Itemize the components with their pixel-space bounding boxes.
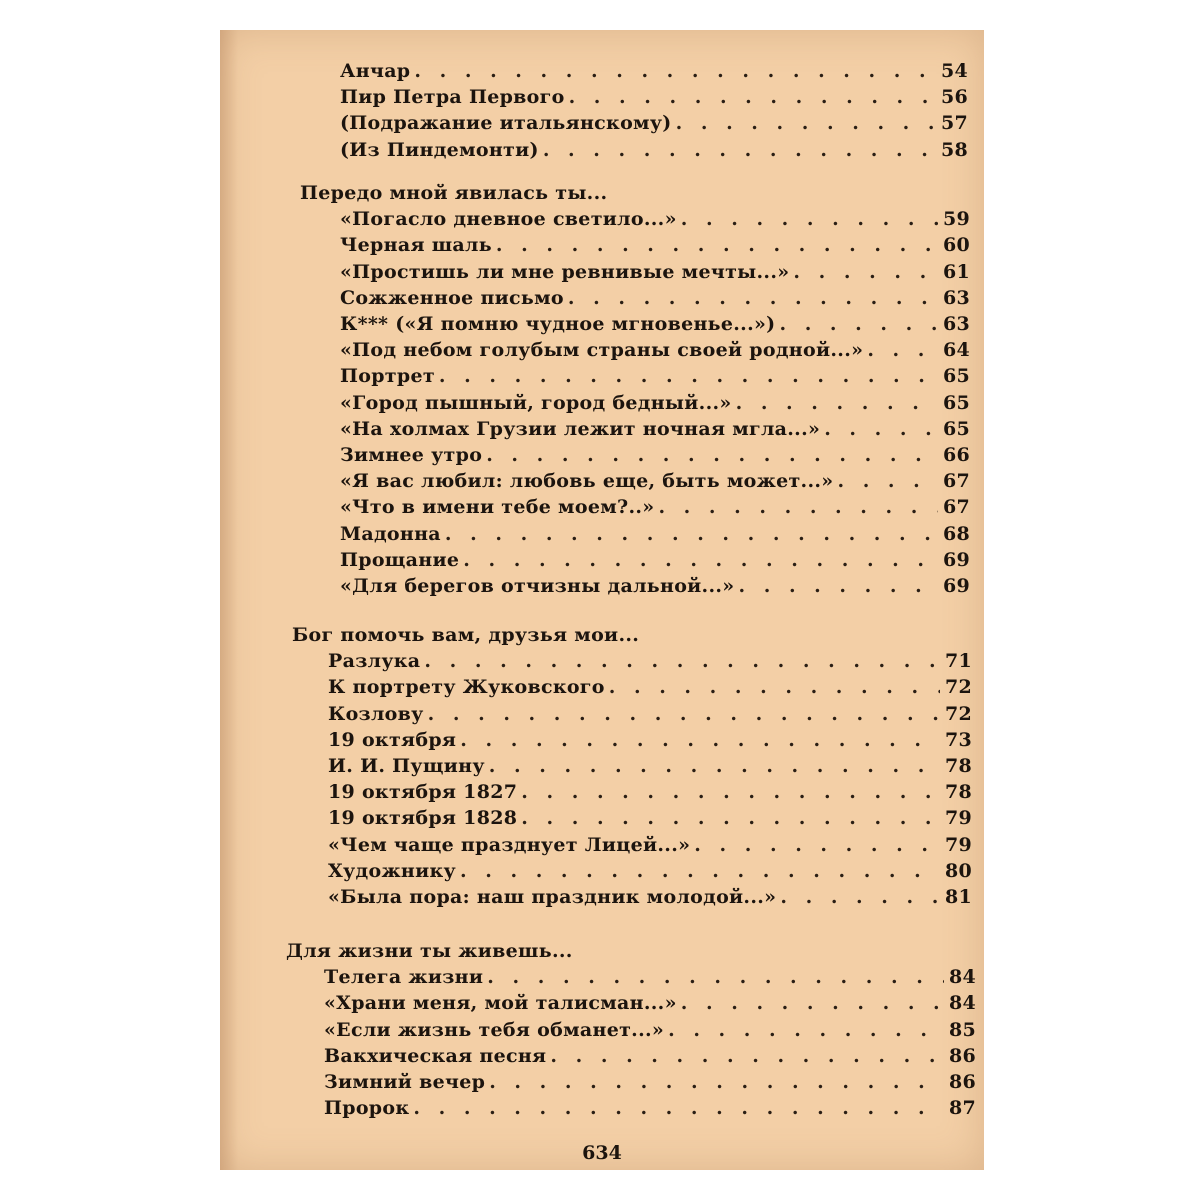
dot-leader [568, 285, 938, 311]
dot-leader [439, 363, 938, 389]
entry-title: «Город пышный, город бедный...» [340, 391, 732, 414]
dot-leader [780, 884, 940, 910]
entry-title: Мадонна [340, 522, 441, 545]
dot-leader [521, 779, 940, 805]
entry-title: Разлука [328, 650, 421, 673]
book-page [220, 30, 984, 1170]
entry-title: Черная шаль [340, 234, 492, 257]
section-heading: Бог помочь вам, друзья мои... [292, 624, 640, 646]
toc-entry [328, 884, 972, 910]
entry-page-number: 79 [944, 833, 972, 856]
dot-leader [681, 990, 944, 1016]
dot-leader [486, 442, 938, 468]
dot-leader [445, 521, 938, 547]
entry-page-number: 81 [944, 886, 972, 908]
entry-title: Анчар [340, 60, 411, 82]
entry-page-number: 86 [948, 1044, 976, 1067]
dot-leader [779, 311, 938, 337]
dot-leader [609, 674, 940, 700]
entry-page-number: 63 [942, 313, 970, 335]
dot-leader [569, 84, 936, 110]
entry-page-number: 65 [942, 417, 970, 440]
dot-leader [521, 805, 940, 831]
dot-leader [496, 232, 938, 258]
entry-page-number: 65 [942, 365, 970, 388]
entry-page-number: 63 [942, 286, 970, 309]
entry-title: «На холмах Грузии лежит ночная мгла...» [340, 417, 821, 440]
toc-entry [328, 701, 972, 727]
toc-entry [340, 573, 970, 599]
entry-title: «Под небом голубым страны своей родной...» [340, 339, 864, 362]
entry-page-number: 87 [948, 1097, 976, 1120]
toc-entry [328, 779, 972, 805]
toc-entry [340, 232, 970, 258]
entry-page-number: 72 [944, 676, 972, 699]
section-heading: Передо мной явилась ты... [300, 182, 608, 204]
dot-leader [413, 1095, 944, 1121]
toc-entry [328, 805, 972, 831]
toc-entry [340, 206, 970, 232]
entry-title: Прощание [340, 548, 460, 571]
entry-page-number: 66 [942, 444, 970, 466]
dot-leader [460, 858, 940, 884]
entry-title: Пир Петра Первого [340, 86, 565, 109]
entry-title: (Из Пиндемонти) [340, 138, 539, 161]
entry-title: «Для берегов отчизны дальной...» [340, 575, 735, 597]
entry-title: Пророк [324, 1097, 410, 1120]
entry-page-number: 69 [942, 575, 970, 597]
entry-page-number: 71 [944, 650, 972, 673]
toc-entry [340, 58, 968, 84]
dot-leader [424, 648, 940, 674]
toc-entry [328, 832, 972, 858]
toc-entry [340, 363, 970, 389]
entry-title: К портрету Жуковского [328, 676, 605, 699]
dot-leader [428, 701, 940, 727]
entry-title: 19 октября [328, 728, 457, 751]
entry-title: (Подражание итальянскому) [340, 112, 672, 135]
page-number: 634 [582, 1142, 622, 1164]
toc-entry [340, 110, 968, 136]
toc-entry [328, 753, 972, 779]
toc-entry [340, 547, 970, 573]
dot-leader [414, 58, 936, 84]
entry-page-number: 56 [940, 86, 968, 109]
entry-page-number: 64 [942, 339, 970, 362]
entry-page-number: 60 [942, 234, 970, 257]
toc-entry [340, 337, 970, 363]
toc-entry [324, 964, 976, 990]
entry-title: И. И. Пущину [328, 755, 485, 777]
entry-page-number: 84 [948, 966, 976, 989]
dot-leader [489, 1069, 944, 1095]
dot-leader [738, 573, 938, 599]
entry-page-number: 86 [948, 1071, 976, 1093]
entry-page-number: 80 [944, 859, 972, 882]
entry-title: 19 октября 1828 [328, 807, 518, 830]
dot-leader [837, 468, 938, 494]
entry-page-number: 65 [942, 391, 970, 414]
entry-page-number: 57 [940, 112, 968, 135]
entry-page-number: 67 [942, 496, 970, 519]
entry-title: Козлову [328, 702, 424, 725]
entry-title: Портрет [340, 365, 435, 388]
toc-entry [324, 1095, 976, 1121]
dot-leader [460, 727, 940, 753]
dot-leader [489, 753, 940, 779]
toc-entry [340, 137, 968, 163]
entry-title: «Храни меня, мой талисман...» [324, 992, 677, 1015]
dot-leader [694, 832, 940, 858]
entry-page-number: 84 [948, 992, 976, 1015]
entry-page-number: 69 [942, 548, 970, 571]
toc-entry [340, 390, 970, 416]
dot-leader [487, 964, 944, 990]
entry-title: К*** («Я помню чудное мгновенье...») [340, 313, 776, 335]
entry-title: «Я вас любил: любовь еще, быть может...» [340, 470, 834, 493]
entry-title: «Чем чаще празднует Лицей...» [328, 833, 691, 856]
toc-entry [324, 1017, 976, 1043]
toc-entry [324, 990, 976, 1016]
entry-page-number: 73 [944, 728, 972, 751]
entry-page-number: 68 [942, 522, 970, 545]
toc-entry [328, 727, 972, 753]
entry-title: «Что в имени тебе моем?..» [340, 496, 655, 519]
toc-entry [340, 468, 970, 494]
entry-title: 19 октября 1827 [328, 781, 518, 804]
toc-entry [340, 521, 970, 547]
entry-title: Вакхическая песня [324, 1044, 547, 1067]
dot-leader [550, 1043, 944, 1069]
entry-page-number: 61 [942, 260, 970, 283]
entry-page-number: 78 [944, 755, 972, 777]
toc-entry [340, 259, 970, 285]
toc-entry [328, 648, 972, 674]
toc-entry [328, 674, 972, 700]
toc-entry [340, 311, 970, 337]
toc-entry [324, 1069, 976, 1095]
dot-leader [676, 110, 936, 136]
toc-entry [340, 442, 970, 468]
dot-leader [736, 390, 938, 416]
dot-leader [867, 337, 938, 363]
toc-entry [328, 858, 972, 884]
entry-title: «Погасло дневное светило...» [340, 208, 677, 231]
entry-page-number: 85 [948, 1018, 976, 1041]
toc-entry [324, 1043, 976, 1069]
entry-page-number: 78 [944, 781, 972, 804]
entry-title: Зимний вечер [324, 1071, 486, 1093]
dot-leader [681, 206, 938, 232]
entry-page-number: 72 [944, 702, 972, 725]
entry-title: «Если жизнь тебя обманет...» [324, 1018, 665, 1041]
entry-page-number: 58 [940, 138, 968, 161]
entry-page-number: 67 [942, 470, 970, 493]
entry-title: «Была пора: наш праздник молодой...» [328, 886, 777, 908]
entry-page-number: 79 [944, 807, 972, 830]
toc-entry [340, 84, 968, 110]
toc-entry [340, 416, 970, 442]
dot-leader [824, 416, 938, 442]
entry-title: Сожженное письмо [340, 286, 564, 309]
dot-leader [658, 494, 938, 520]
dot-leader [463, 547, 938, 573]
entry-page-number: 59 [942, 208, 970, 231]
dot-leader [793, 259, 938, 285]
entry-title: Телега жизни [324, 966, 484, 989]
entry-title: Художнику [328, 859, 457, 882]
toc-entry [340, 494, 970, 520]
dot-leader [543, 137, 936, 163]
section-heading: Для жизни ты живешь... [286, 940, 573, 962]
entry-page-number: 54 [940, 60, 968, 82]
entry-title: «Простишь ли мне ревнивые мечты...» [340, 260, 790, 283]
toc-entry [340, 285, 970, 311]
dot-leader [668, 1017, 944, 1043]
entry-title: Зимнее утро [340, 444, 483, 466]
